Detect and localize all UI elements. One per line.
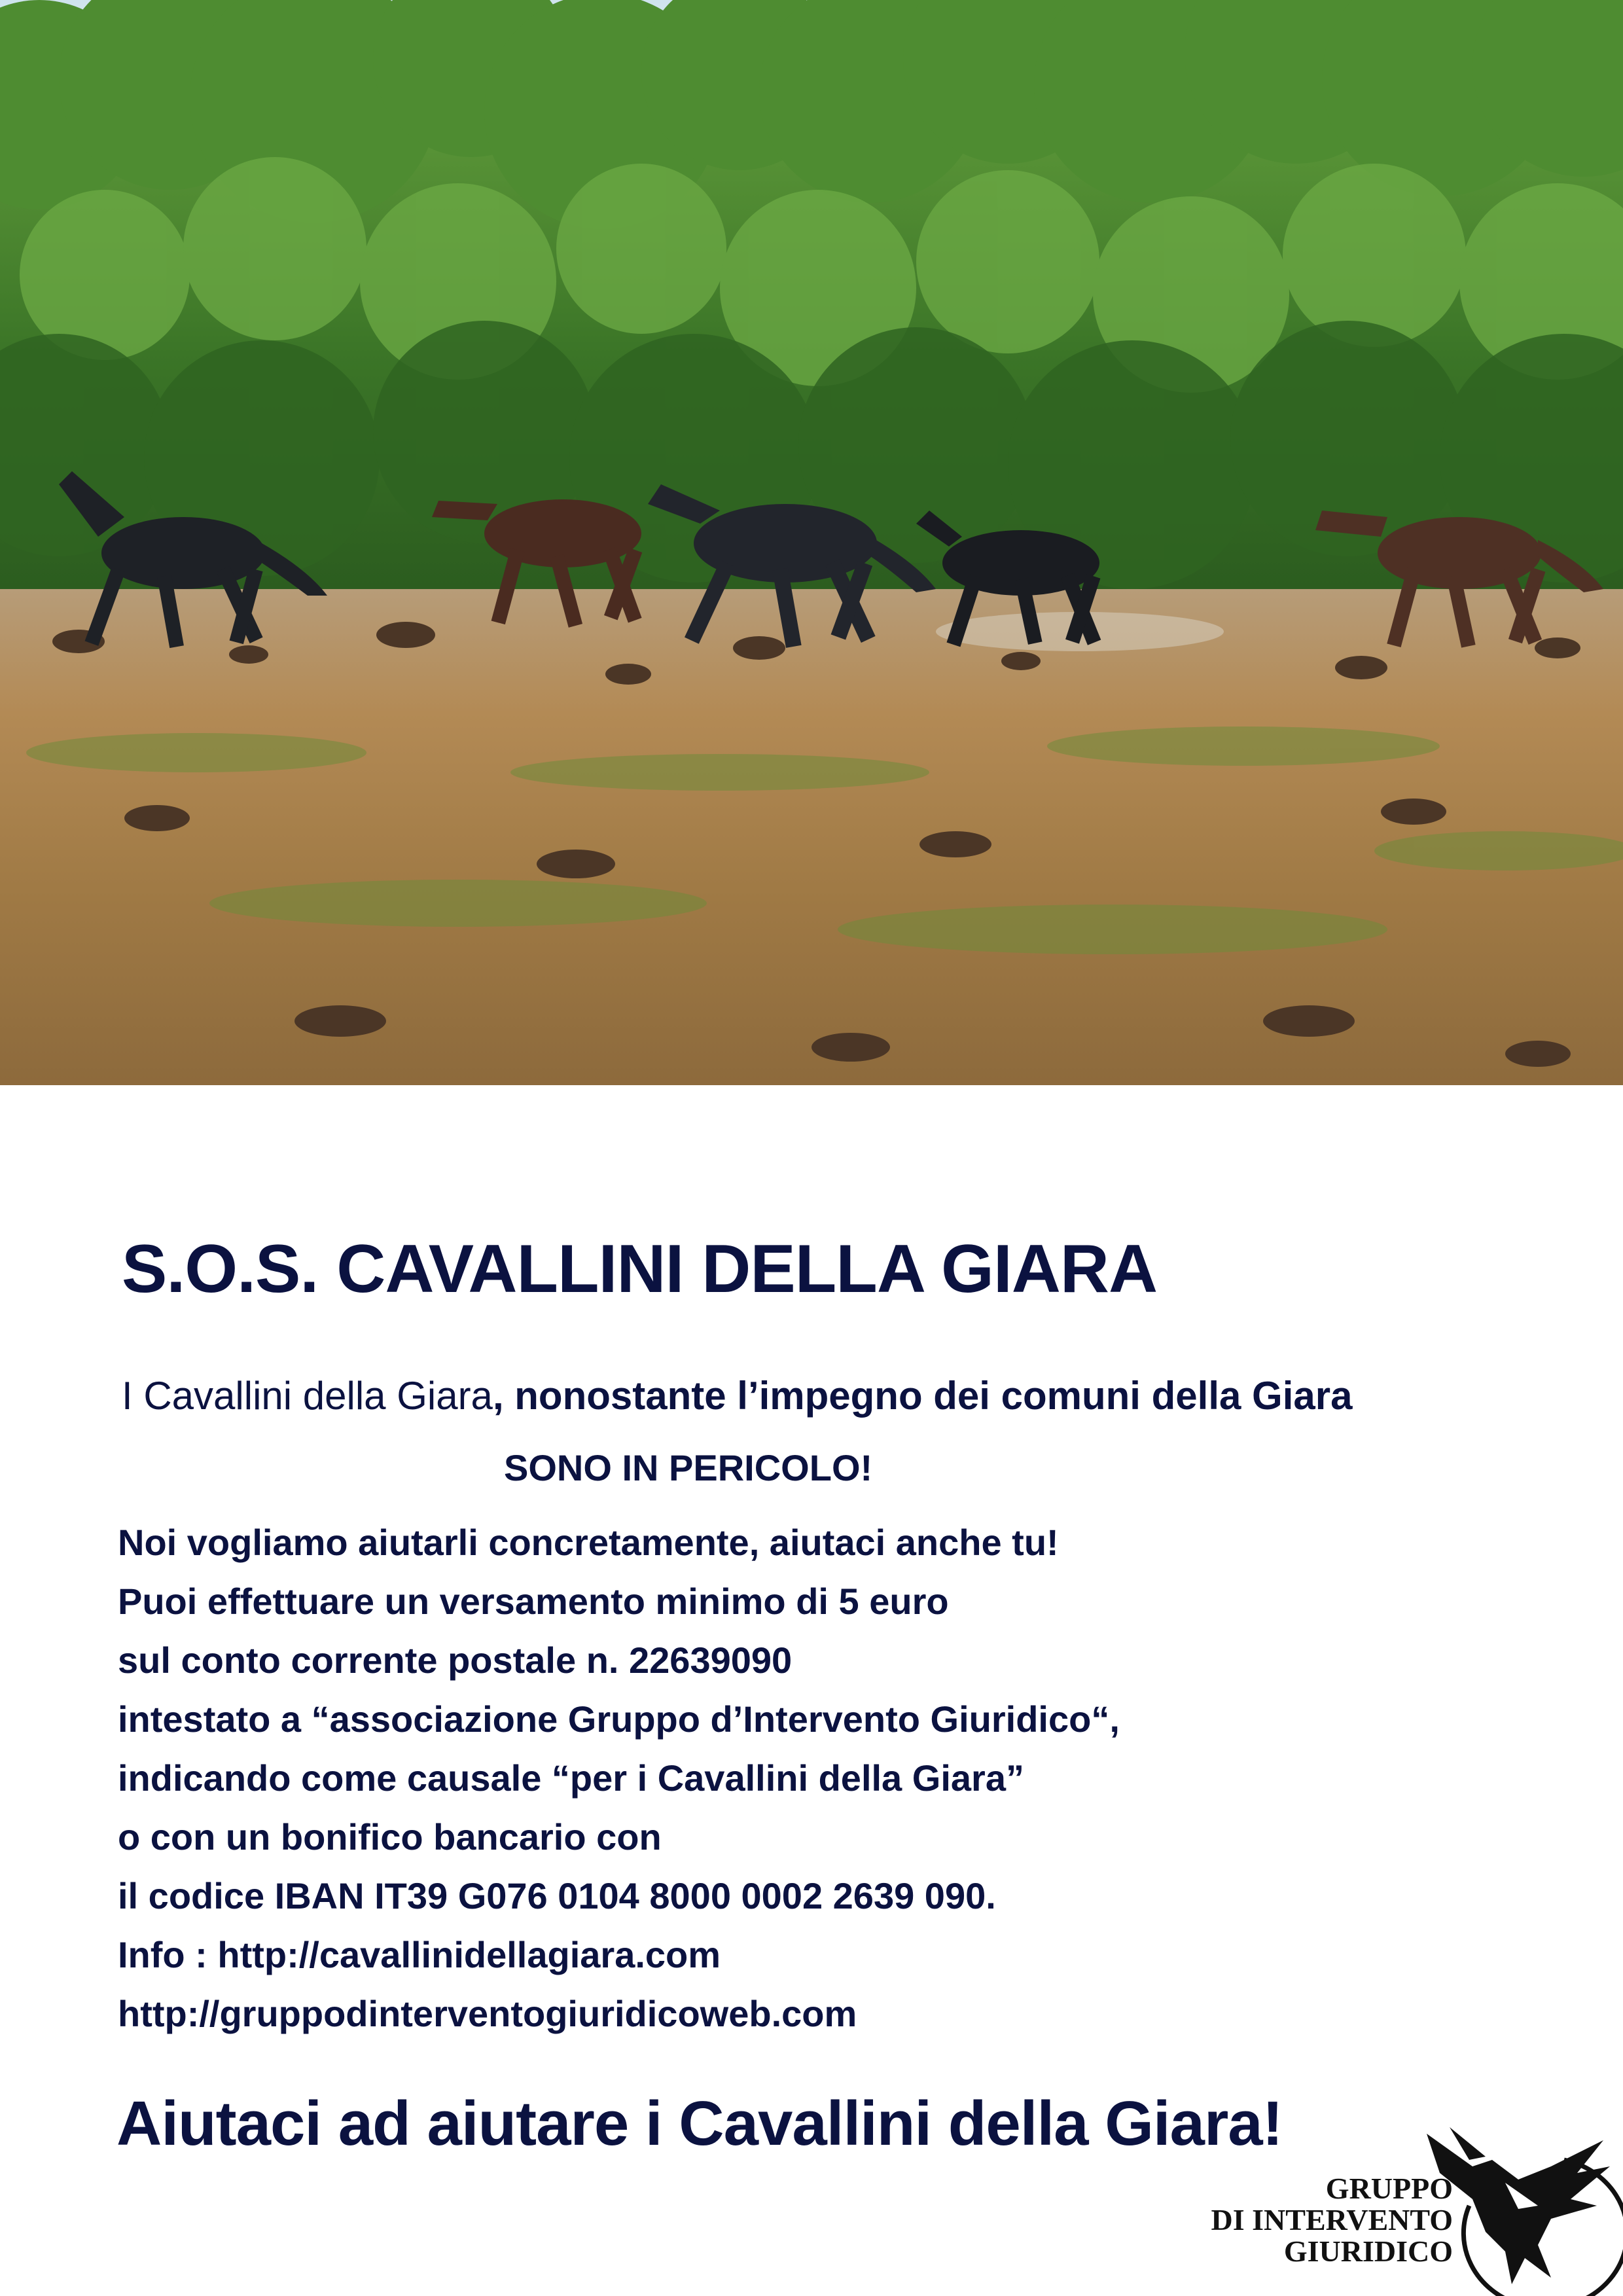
- intro-rest: , nonostante l’impegno dei comuni della Giara: [492, 1374, 1353, 1418]
- eagle-icon: [1211, 2121, 1623, 2296]
- body-line: indicando come causale “per i Cavallini della Giara”: [118, 1757, 1024, 1799]
- hero-photo-horses: [0, 0, 1623, 1085]
- intro-highlight: I Cavallini della Giara: [122, 1374, 493, 1418]
- hero-photo-illustration: [0, 0, 1623, 1085]
- body-line: o con un bonifico bancario con: [118, 1816, 662, 1857]
- body-line: Puoi effettuare un versamento minimo di 5 euro: [118, 1581, 949, 1622]
- page-title: S.O.S. CAVALLINI DELLA GIARA: [122, 1231, 1158, 1307]
- intro-text: [122, 1373, 1352, 1418]
- logo-line: DI INTERVENTO: [1211, 2203, 1453, 2236]
- body-line: Noi vogliamo aiutarli concretamente, aiutaci anche tu!: [118, 1522, 1059, 1563]
- iban-line: il codice IBAN IT39 G076 0104 8000 0002 2639 090.: [118, 1875, 996, 1916]
- logo-line: GIURIDICO: [1283, 2234, 1453, 2268]
- body-line: sul conto corrente postale n. 22639090: [118, 1640, 793, 1681]
- danger-heading: SONO IN PERICOLO!: [504, 1447, 873, 1488]
- body-line: intestato a “associazione Gruppo d’Intervento Giuridico“,: [118, 1698, 1120, 1740]
- donation-info: [118, 1513, 1558, 2043]
- website-link[interactable]: http://gruppodinterventogiuridicoweb.com: [118, 1993, 857, 2034]
- gig-logo: [1211, 2121, 1623, 2296]
- logo-line: GRUPPO: [1325, 2172, 1453, 2205]
- info-link[interactable]: Info : http://cavallinidellagiara.com: [118, 1934, 721, 1975]
- slogan: Aiutaci ad aiutare i Cavallini della Giara!: [116, 2089, 1283, 2159]
